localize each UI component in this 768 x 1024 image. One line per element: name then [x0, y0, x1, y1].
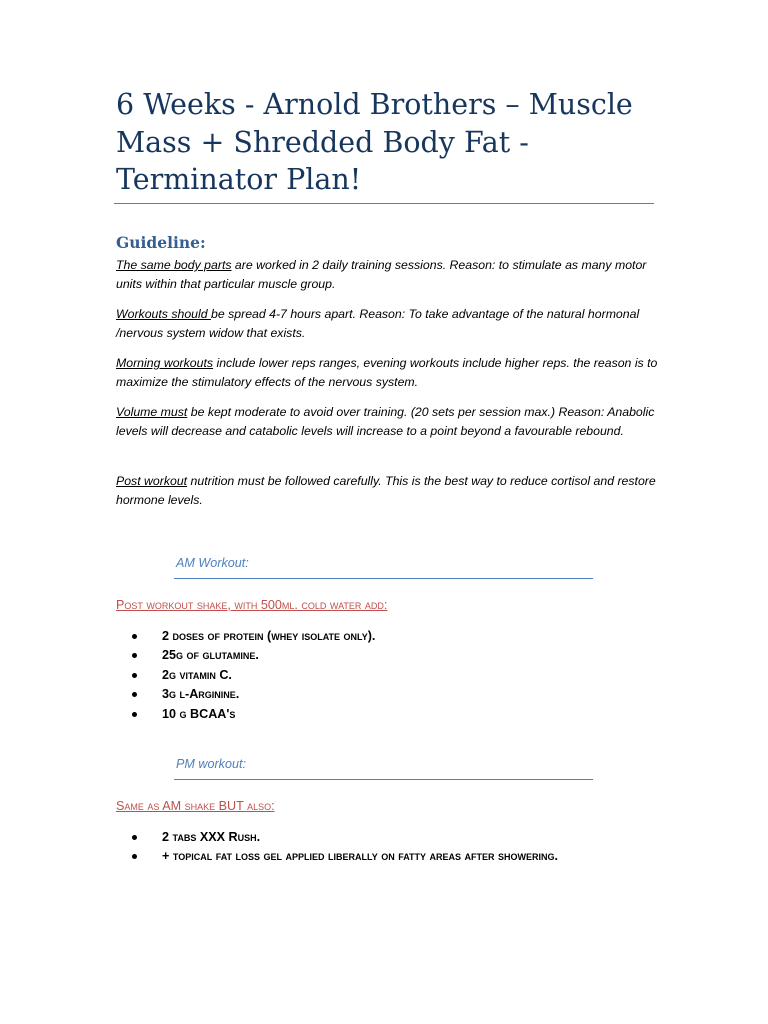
guideline-paragraph-volume	[116, 403, 661, 441]
list-item-text: 3g l-Arginine.	[162, 687, 240, 702]
guideline-paragraph-spacing	[116, 305, 661, 343]
guideline-lead: Morning workouts	[116, 356, 214, 370]
guideline-text: be spread 4-7 hours apart. Reason: To take advantage of the natural hormonal /nervous system widow that exists.	[116, 307, 640, 340]
list-item	[116, 627, 375, 646]
guideline-text: be kept moderate to avoid over training. (20 sets per session max.) Reason: Anabolic levels will decrease and catabolic levels will increase to a point beyond a favourable rebound.	[116, 405, 655, 438]
pm-workout-heading: PM workout:	[176, 757, 246, 771]
guideline-lead: Post workout	[116, 474, 188, 488]
guideline-heading: Guideline:	[116, 233, 206, 252]
list-item	[116, 705, 375, 724]
guideline-lead: Volume must	[116, 405, 188, 419]
bullet-icon	[132, 692, 137, 697]
list-item	[116, 828, 558, 847]
list-item	[116, 847, 558, 866]
list-item	[116, 685, 375, 704]
document-title: 6 Weeks - Arnold Brothers – Muscle Mass + Shredded Body Fat - Terminator Plan!	[116, 88, 633, 196]
guideline-paragraph-body-parts	[116, 256, 661, 294]
guideline-lead: Workouts should	[116, 307, 212, 321]
bullet-icon	[132, 653, 137, 658]
am-workout-divider	[174, 578, 593, 579]
list-item-text: 25g of glutamine.	[162, 648, 259, 663]
list-item-text: 2 tabs XXX Rush.	[162, 830, 261, 844]
list-item-text: 10 g BCAA's	[162, 706, 236, 721]
guideline-text: are worked in 2 daily training sessions. Reason: to stimulate as many motor units within that particular muscle group.	[116, 258, 647, 291]
list-item	[116, 666, 375, 685]
bullet-icon	[132, 673, 137, 678]
guideline-text: nutrition must be followed carefully. This is the best way to reduce cortisol and restore hormone levels.	[116, 474, 656, 507]
pm-workout-divider	[174, 779, 593, 780]
bullet-icon	[132, 835, 137, 840]
pm-shake-list	[116, 828, 558, 867]
bullet-icon	[132, 634, 137, 639]
bullet-icon	[132, 854, 137, 859]
am-workout-heading: AM Workout:	[176, 556, 249, 570]
guideline-text: include lower reps ranges, evening workouts include higher reps. the reason is to maximize the stimulatory effects of the nervous system.	[116, 356, 658, 389]
pm-shake-heading: Same as AM shake BUT also:	[116, 799, 275, 813]
bullet-icon	[132, 712, 137, 717]
list-item-text: 2 doses of protein (whey isolate only).	[162, 629, 376, 643]
guideline-lead: The same body parts	[116, 258, 232, 272]
list-item-text: 2g vitamin C.	[162, 667, 232, 682]
am-shake-heading: Post workout shake, with 500ml. cold water add:	[116, 598, 388, 612]
list-item-text: + topical fat loss gel applied liberally on fatty areas after showering.	[162, 849, 559, 864]
title-divider	[114, 203, 654, 204]
guideline-paragraph-post-workout	[116, 472, 661, 510]
guideline-paragraph-morning	[116, 354, 661, 392]
am-shake-list	[116, 627, 375, 724]
list-item	[116, 646, 375, 665]
